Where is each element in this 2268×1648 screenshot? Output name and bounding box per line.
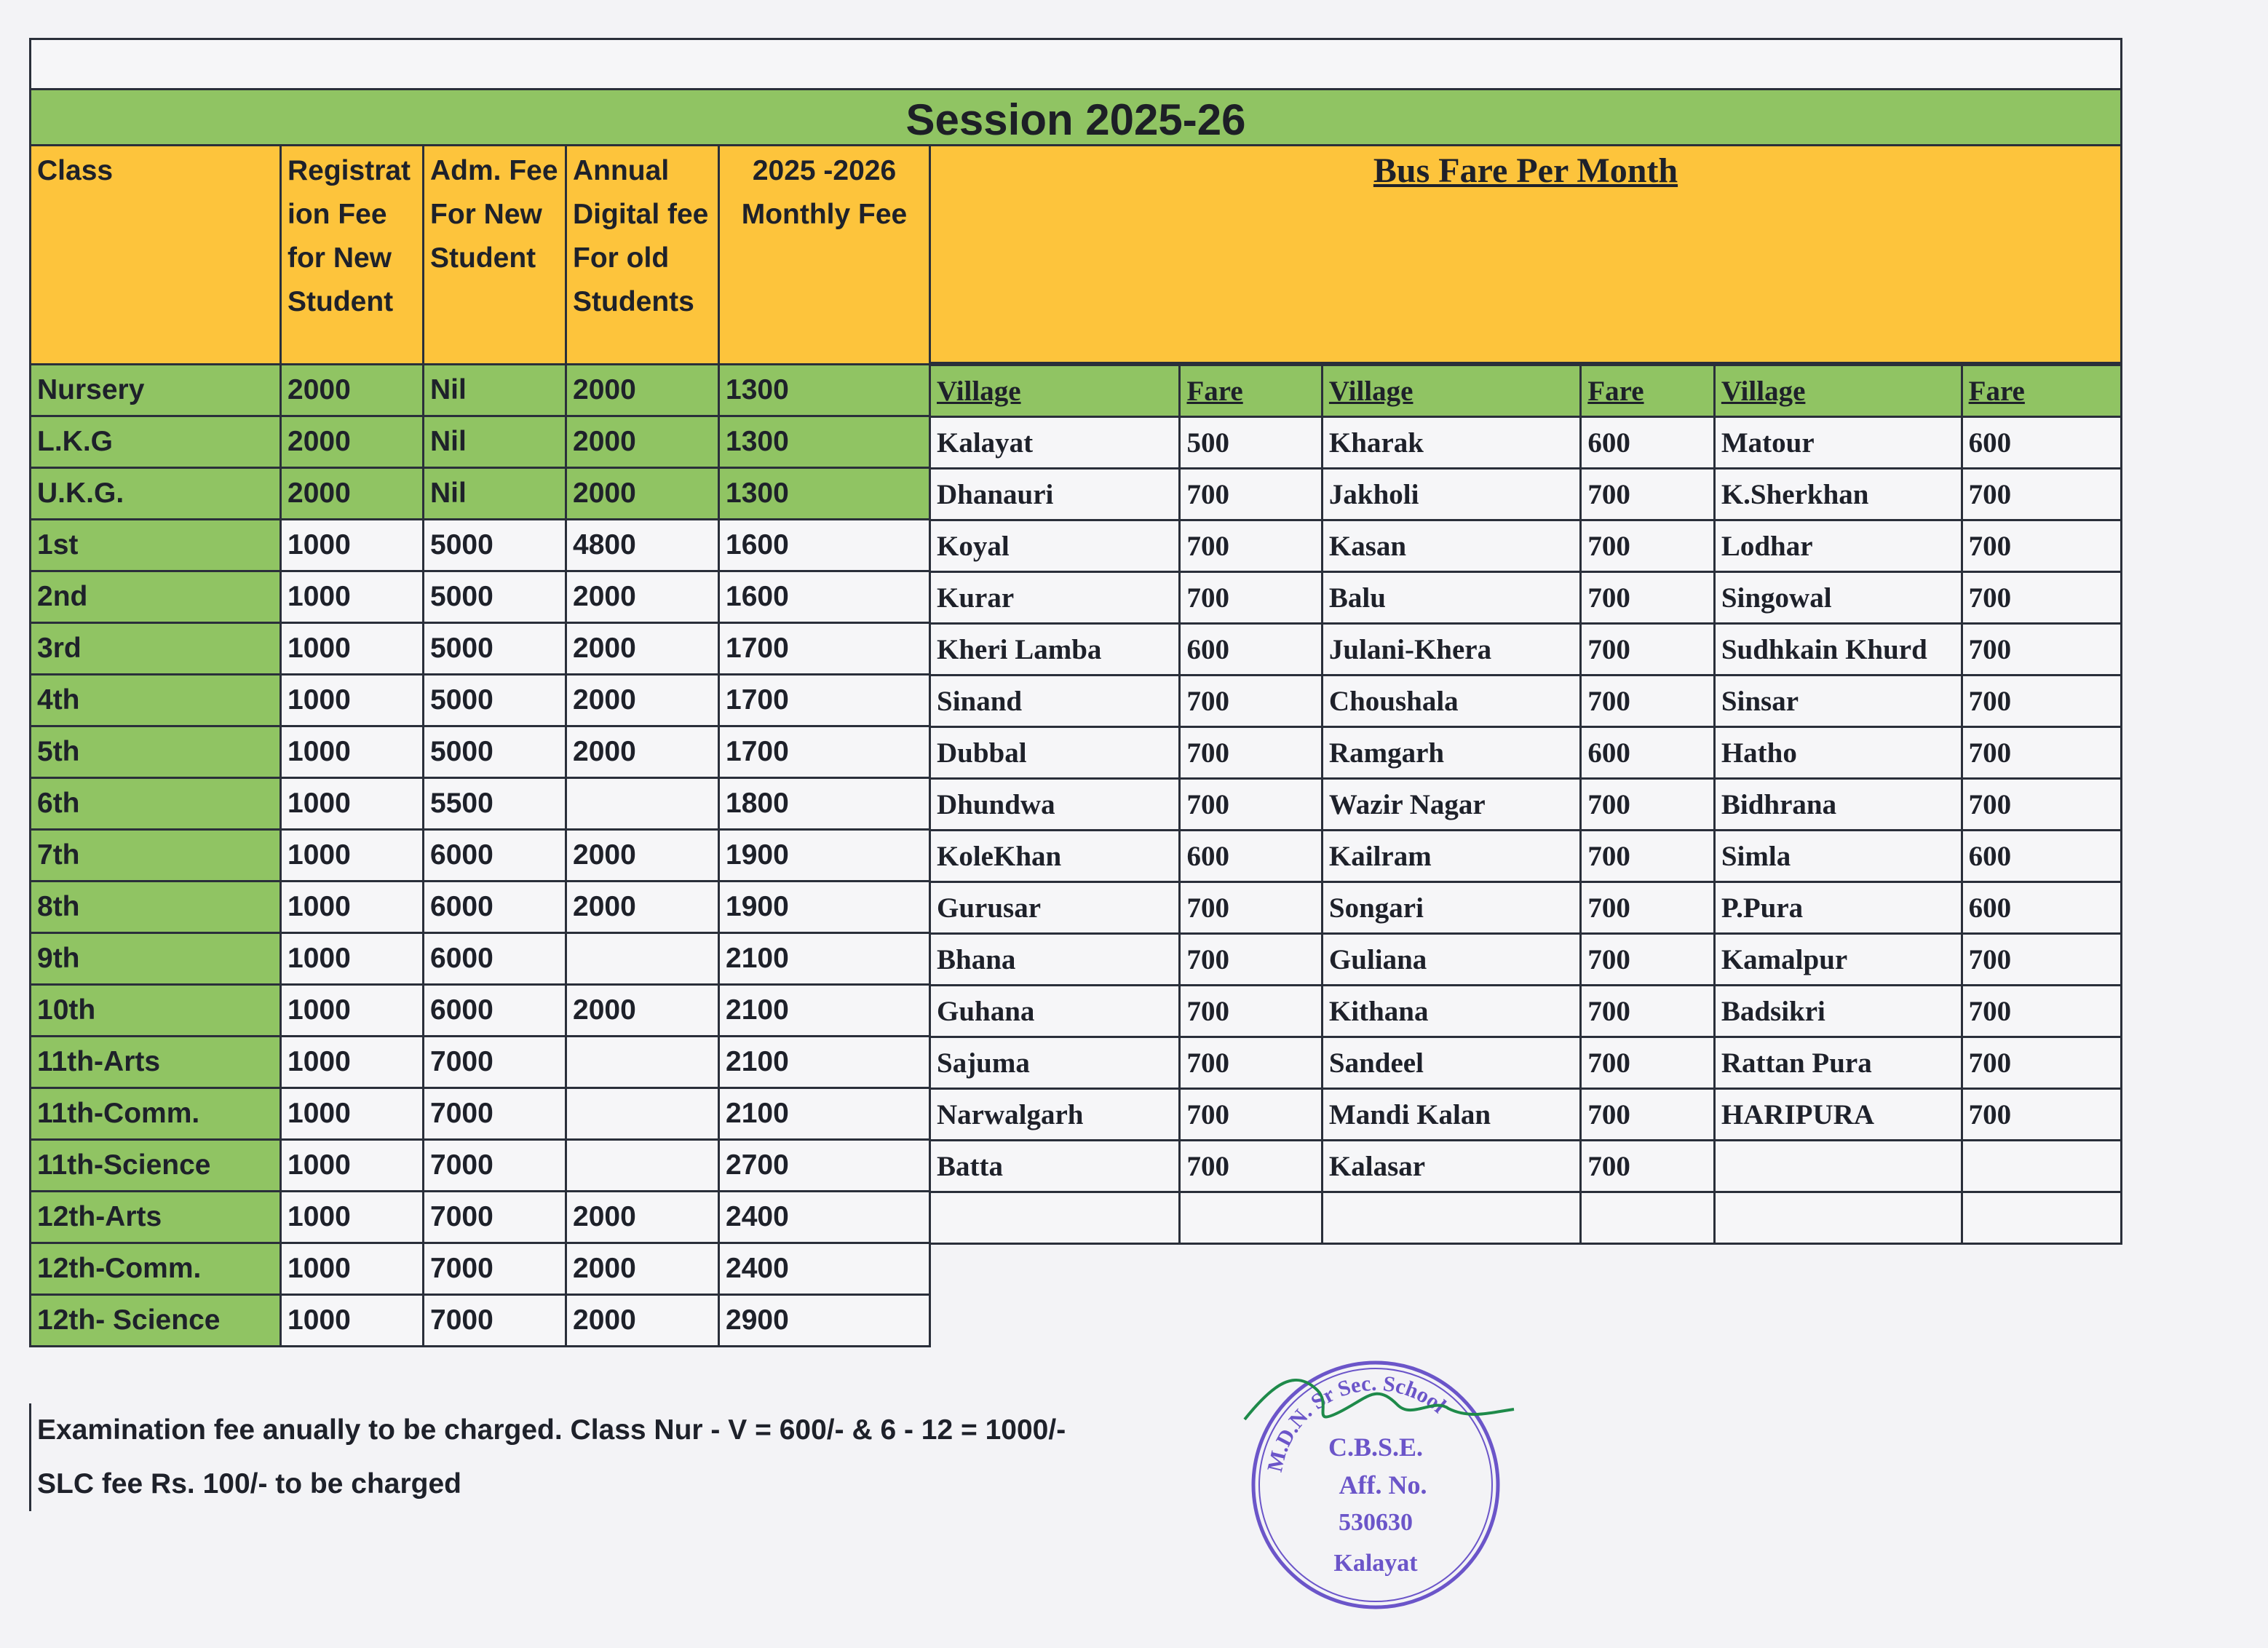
fee-row (31, 623, 930, 675)
fee-row (31, 1140, 930, 1192)
fee-cell-admission: 5000 (424, 726, 566, 778)
bus-row (930, 676, 2122, 727)
bus-cell-village: Kurar (930, 572, 1180, 624)
fee-cell-admission: 7000 (424, 1140, 566, 1192)
bus-fare-table (929, 364, 2122, 1245)
fee-notes (29, 1403, 1066, 1511)
bus-cell-village: Rattan Pura (1714, 1037, 1962, 1089)
fee-cell-annual: 2000 (566, 675, 719, 726)
bus-cell-fare: 700 (1962, 986, 2121, 1037)
fee-cell-registration: 1000 (281, 1243, 424, 1295)
fee-cell-admission: 7000 (424, 1295, 566, 1347)
exam-fee-note: Examination fee anually to be charged. Class Nur - V = 600/- & 6 - 12 = 1000/- (37, 1414, 1066, 1446)
bus-cell-fare: 700 (1581, 934, 1715, 986)
fee-cell-registration: 2000 (281, 416, 424, 468)
bus-cell-fare: 700 (1180, 676, 1322, 727)
fee-row (31, 1037, 930, 1088)
fee-cell-registration: 1000 (281, 1192, 424, 1243)
fee-row (31, 830, 930, 882)
bus-row (930, 1037, 2122, 1089)
bus-cell-village: Wazir Nagar (1322, 779, 1580, 831)
fee-cell-monthly: 2400 (719, 1243, 930, 1295)
fee-cell-admission: Nil (424, 365, 566, 416)
bus-row (930, 1141, 2122, 1192)
fee-cell-monthly: 2700 (719, 1140, 930, 1192)
bus-cell-village: Gurusar (930, 882, 1180, 934)
fee-cell-registration: 1000 (281, 675, 424, 726)
fee-cell-monthly: 2100 (719, 1037, 930, 1088)
fee-cell-registration: 1000 (281, 726, 424, 778)
slc-fee-note: SLC fee Rs. 100/- to be charged (37, 1468, 462, 1500)
session-title: Session 2025-26 (29, 88, 2122, 148)
fee-cell-annual (566, 1037, 719, 1088)
fee-cell-monthly: 1300 (719, 468, 930, 520)
fee-cell-admission: 7000 (424, 1037, 566, 1088)
fee-cell-class: 11th-Arts (31, 1037, 281, 1088)
bus-row (930, 520, 2122, 572)
fee-cell-admission: 5500 (424, 778, 566, 830)
blank-top-row (29, 38, 2122, 88)
bus-cell-village: Kithana (1322, 986, 1580, 1037)
bus-cell-village: Sandeel (1322, 1037, 1580, 1089)
header-class: Class (31, 146, 281, 365)
fee-cell-annual: 2000 (566, 623, 719, 675)
bus-cell-village: Simla (1714, 831, 1962, 882)
fee-header-row (31, 146, 930, 365)
bus-cell-village: Bidhrana (1714, 779, 1962, 831)
fee-cell-annual: 2000 (566, 1192, 719, 1243)
fee-cell-class: 7th (31, 830, 281, 882)
bus-cell-fare: 700 (1581, 986, 1715, 1037)
bus-cell-village: Kasan (1322, 520, 1580, 572)
bus-cell-village (1714, 1192, 1962, 1244)
fee-cell-monthly: 2100 (719, 985, 930, 1037)
bus-cell-village: Julani-Khera (1322, 624, 1580, 676)
bus-cell-fare: 700 (1962, 779, 2121, 831)
bus-cell-village: P.Pura (1714, 882, 1962, 934)
fee-cell-admission: 6000 (424, 830, 566, 882)
fee-cell-registration: 1000 (281, 1140, 424, 1192)
bus-cell-fare: 600 (1581, 417, 1715, 469)
bus-cell-fare: 700 (1581, 520, 1715, 572)
fee-cell-class: L.K.G (31, 416, 281, 468)
school-stamp-seal (1230, 1339, 1521, 1616)
fee-cell-monthly: 1700 (719, 675, 930, 726)
bus-cell-fare: 700 (1581, 1089, 1715, 1141)
bus-cell-fare: 600 (1180, 624, 1322, 676)
fee-cell-annual: 2000 (566, 985, 719, 1037)
fee-cell-registration: 1000 (281, 985, 424, 1037)
bus-cell-village: Kharak (1322, 417, 1580, 469)
bus-cell-fare: 600 (1962, 831, 2121, 882)
bus-header-fare: Fare (1581, 365, 1715, 417)
bus-header-village: Village (1714, 365, 1962, 417)
bus-cell-fare: 700 (1180, 572, 1322, 624)
fee-cell-registration: 1000 (281, 571, 424, 623)
fee-cell-class: U.K.G. (31, 468, 281, 520)
fee-cell-registration: 2000 (281, 365, 424, 416)
fee-cell-class: 12th-Arts (31, 1192, 281, 1243)
bus-cell-village: Sudhkain Khurd (1714, 624, 1962, 676)
bus-cell-village: Balu (1322, 572, 1580, 624)
bus-cell-village: Kheri Lamba (930, 624, 1180, 676)
fee-row (31, 778, 930, 830)
fee-cell-class: 11th-Comm. (31, 1088, 281, 1140)
bus-cell-fare (1962, 1141, 2121, 1192)
bus-cell-village: Badsikri (1714, 986, 1962, 1037)
bus-cell-village: Kalasar (1322, 1141, 1580, 1192)
fee-cell-class: 8th (31, 882, 281, 933)
fee-cell-monthly: 1300 (719, 416, 930, 468)
fee-cell-admission: 6000 (424, 985, 566, 1037)
fee-cell-class: 1st (31, 520, 281, 571)
fee-cell-monthly: 1600 (719, 520, 930, 571)
header-admission-fee: Adm. Fee For New Student (424, 146, 566, 365)
bus-cell-fare: 700 (1180, 934, 1322, 986)
fee-cell-class: 11th-Science (31, 1140, 281, 1192)
header-annual-digital-fee: Annual Digital fee For old Students (566, 146, 719, 365)
fee-cell-annual (566, 1088, 719, 1140)
bus-cell-fare: 700 (1180, 882, 1322, 934)
bus-cell-village: Koyal (930, 520, 1180, 572)
fee-cell-monthly: 1300 (719, 365, 930, 416)
fee-cell-class: 5th (31, 726, 281, 778)
fee-cell-admission: 6000 (424, 933, 566, 985)
bus-cell-village: Singowal (1714, 572, 1962, 624)
bus-cell-fare: 700 (1581, 1037, 1715, 1089)
bus-cell-village: KoleKhan (930, 831, 1180, 882)
fee-row (31, 1088, 930, 1140)
bus-row (930, 417, 2122, 469)
bus-cell-village (1714, 1141, 1962, 1192)
fee-cell-class: 9th (31, 933, 281, 985)
bus-cell-fare: 700 (1962, 1037, 2121, 1089)
bus-cell-village: Sinsar (1714, 676, 1962, 727)
fee-cell-annual: 2000 (566, 416, 719, 468)
fee-cell-annual (566, 933, 719, 985)
fee-row (31, 726, 930, 778)
bus-cell-fare: 700 (1180, 779, 1322, 831)
bus-cell-village: Dhundwa (930, 779, 1180, 831)
bus-cell-fare: 600 (1180, 831, 1322, 882)
fee-cell-admission: 5000 (424, 675, 566, 726)
fee-cell-annual: 2000 (566, 571, 719, 623)
stamp-line-number: 530630 (1339, 1509, 1413, 1536)
bus-cell-village: Dhanauri (930, 469, 1180, 520)
fee-cell-class: 4th (31, 675, 281, 726)
fee-cell-admission: Nil (424, 468, 566, 520)
fee-cell-annual: 4800 (566, 520, 719, 571)
bus-cell-fare: 700 (1180, 1037, 1322, 1089)
bus-cell-village: Ramgarh (1322, 727, 1580, 779)
bus-row (930, 572, 2122, 624)
bus-cell-fare: 700 (1581, 1141, 1715, 1192)
stamp-line-aff: Aff. No. (1339, 1470, 1427, 1500)
fee-cell-annual: 2000 (566, 468, 719, 520)
fee-cell-registration: 1000 (281, 623, 424, 675)
stamp-line-cbse: C.B.S.E. (1328, 1433, 1424, 1462)
bus-cell-village: Kalayat (930, 417, 1180, 469)
fee-cell-admission: 5000 (424, 520, 566, 571)
bus-cell-fare: 700 (1180, 469, 1322, 520)
bus-header-row (930, 365, 2122, 417)
bus-cell-fare: 700 (1581, 469, 1715, 520)
fee-cell-monthly: 2100 (719, 1088, 930, 1140)
bus-cell-fare: 600 (1962, 417, 2121, 469)
fee-cell-registration: 1000 (281, 778, 424, 830)
fee-cell-monthly: 2900 (719, 1295, 930, 1347)
bus-row (930, 831, 2122, 882)
bus-cell-fare: 700 (1180, 727, 1322, 779)
bus-cell-fare: 700 (1962, 727, 2121, 779)
bus-cell-fare: 700 (1962, 520, 2121, 572)
stamp-line-place: Kalayat (1333, 1550, 1418, 1577)
bus-cell-village: Dubbal (930, 727, 1180, 779)
fee-cell-registration: 1000 (281, 933, 424, 985)
bus-cell-village: Jakholi (1322, 469, 1580, 520)
fee-cell-admission: Nil (424, 416, 566, 468)
bus-cell-village: Matour (1714, 417, 1962, 469)
bus-row (930, 986, 2122, 1037)
fee-cell-monthly: 2100 (719, 933, 930, 985)
fee-cell-annual: 2000 (566, 1295, 719, 1347)
fee-row (31, 365, 930, 416)
header-monthly-fee: 2025 -2026 Monthly Fee (719, 146, 930, 365)
bus-cell-village: Guhana (930, 986, 1180, 1037)
fee-cell-class: 2nd (31, 571, 281, 623)
fee-cell-monthly: 1900 (719, 882, 930, 933)
fee-cell-class: 12th-Comm. (31, 1243, 281, 1295)
fee-cell-registration: 1000 (281, 1037, 424, 1088)
bus-cell-village: Sinand (930, 676, 1180, 727)
fee-cell-admission: 7000 (424, 1192, 566, 1243)
bus-cell-fare: 500 (1180, 417, 1322, 469)
fee-row (31, 1243, 930, 1295)
fee-row (31, 985, 930, 1037)
fee-cell-registration: 1000 (281, 1088, 424, 1140)
bus-cell-fare: 600 (1962, 882, 2121, 934)
bus-cell-fare: 700 (1581, 624, 1715, 676)
bus-cell-fare: 700 (1581, 676, 1715, 727)
bus-cell-village: Guliana (1322, 934, 1580, 986)
fee-row (31, 571, 930, 623)
bus-cell-village: Sajuma (930, 1037, 1180, 1089)
fee-cell-class: Nursery (31, 365, 281, 416)
bus-cell-fare: 700 (1581, 572, 1715, 624)
bus-row (930, 469, 2122, 520)
fee-cell-annual (566, 778, 719, 830)
fee-cell-registration: 1000 (281, 520, 424, 571)
bus-cell-fare: 700 (1180, 520, 1322, 572)
fee-cell-monthly: 1700 (719, 623, 930, 675)
bus-cell-village (1322, 1192, 1580, 1244)
fee-cell-annual (566, 1140, 719, 1192)
bus-header-fare: Fare (1180, 365, 1322, 417)
fee-cell-monthly: 1900 (719, 830, 930, 882)
bus-cell-village: Songari (1322, 882, 1580, 934)
bus-header-village: Village (930, 365, 1180, 417)
bus-cell-village: Kamalpur (1714, 934, 1962, 986)
fee-cell-admission: 5000 (424, 623, 566, 675)
fee-cell-class: 3rd (31, 623, 281, 675)
bus-cell-fare: 700 (1962, 934, 2121, 986)
bus-cell-fare: 700 (1962, 572, 2121, 624)
fee-row (31, 933, 930, 985)
bus-row (930, 1089, 2122, 1141)
fee-row (31, 1192, 930, 1243)
fee-cell-monthly: 1600 (719, 571, 930, 623)
fee-cell-registration: 1000 (281, 882, 424, 933)
bus-fare-title: Bus Fare Per Month (929, 144, 2122, 364)
bus-row (930, 779, 2122, 831)
fee-cell-registration: 2000 (281, 468, 424, 520)
fee-row (31, 468, 930, 520)
bus-cell-village (930, 1192, 1180, 1244)
fee-row (31, 675, 930, 726)
bus-cell-fare: 700 (1962, 1089, 2121, 1141)
fee-cell-annual: 2000 (566, 1243, 719, 1295)
bus-row (930, 727, 2122, 779)
bus-cell-fare: 700 (1581, 831, 1715, 882)
bus-cell-fare: 700 (1180, 1089, 1322, 1141)
fee-cell-registration: 1000 (281, 830, 424, 882)
bus-cell-fare (1581, 1192, 1715, 1244)
bus-cell-fare: 700 (1962, 469, 2121, 520)
bus-cell-village: Mandi Kalan (1322, 1089, 1580, 1141)
fee-cell-class: 12th- Science (31, 1295, 281, 1347)
bus-header-fare: Fare (1962, 365, 2121, 417)
bus-cell-fare (1962, 1192, 2121, 1244)
bus-row (930, 624, 2122, 676)
bus-cell-fare: 700 (1180, 986, 1322, 1037)
fee-cell-class: 6th (31, 778, 281, 830)
bus-cell-village: K.Sherkhan (1714, 469, 1962, 520)
fee-row (31, 520, 930, 571)
fee-cell-admission: 7000 (424, 1243, 566, 1295)
fee-cell-admission: 5000 (424, 571, 566, 623)
fee-cell-monthly: 1800 (719, 778, 930, 830)
fee-row (31, 1295, 930, 1347)
bus-cell-village: Hatho (1714, 727, 1962, 779)
bus-cell-fare (1180, 1192, 1322, 1244)
fee-cell-registration: 1000 (281, 1295, 424, 1347)
fee-cell-annual: 2000 (566, 726, 719, 778)
header-registration-fee: Registrat ion Fee for New Student (281, 146, 424, 365)
fee-table (29, 144, 931, 1347)
bus-cell-fare: 700 (1581, 882, 1715, 934)
fee-cell-monthly: 2400 (719, 1192, 930, 1243)
bus-cell-village: HARIPURA (1714, 1089, 1962, 1141)
bus-header-village: Village (1322, 365, 1580, 417)
fee-cell-annual: 2000 (566, 882, 719, 933)
bus-cell-fare: 600 (1581, 727, 1715, 779)
fee-cell-class: 10th (31, 985, 281, 1037)
fee-cell-admission: 7000 (424, 1088, 566, 1140)
bus-cell-fare: 700 (1962, 624, 2121, 676)
bus-cell-village: Choushala (1322, 676, 1580, 727)
bus-cell-village: Lodhar (1714, 520, 1962, 572)
bus-cell-village: Kailram (1322, 831, 1580, 882)
bus-cell-fare: 700 (1180, 1141, 1322, 1192)
fee-cell-annual: 2000 (566, 365, 719, 416)
bus-row (930, 1192, 2122, 1244)
bus-cell-fare: 700 (1962, 676, 2121, 727)
bus-cell-village: Bhana (930, 934, 1180, 986)
stamp-arc-text: M.D.N. Sr Sec. School (1262, 1371, 1451, 1475)
fee-cell-admission: 6000 (424, 882, 566, 933)
fee-cell-monthly: 1700 (719, 726, 930, 778)
bus-cell-village: Batta (930, 1141, 1180, 1192)
bus-row (930, 882, 2122, 934)
bus-row (930, 934, 2122, 986)
fee-cell-annual: 2000 (566, 830, 719, 882)
bus-cell-fare: 700 (1581, 779, 1715, 831)
fee-row (31, 882, 930, 933)
bus-cell-village: Narwalgarh (930, 1089, 1180, 1141)
fee-row (31, 416, 930, 468)
